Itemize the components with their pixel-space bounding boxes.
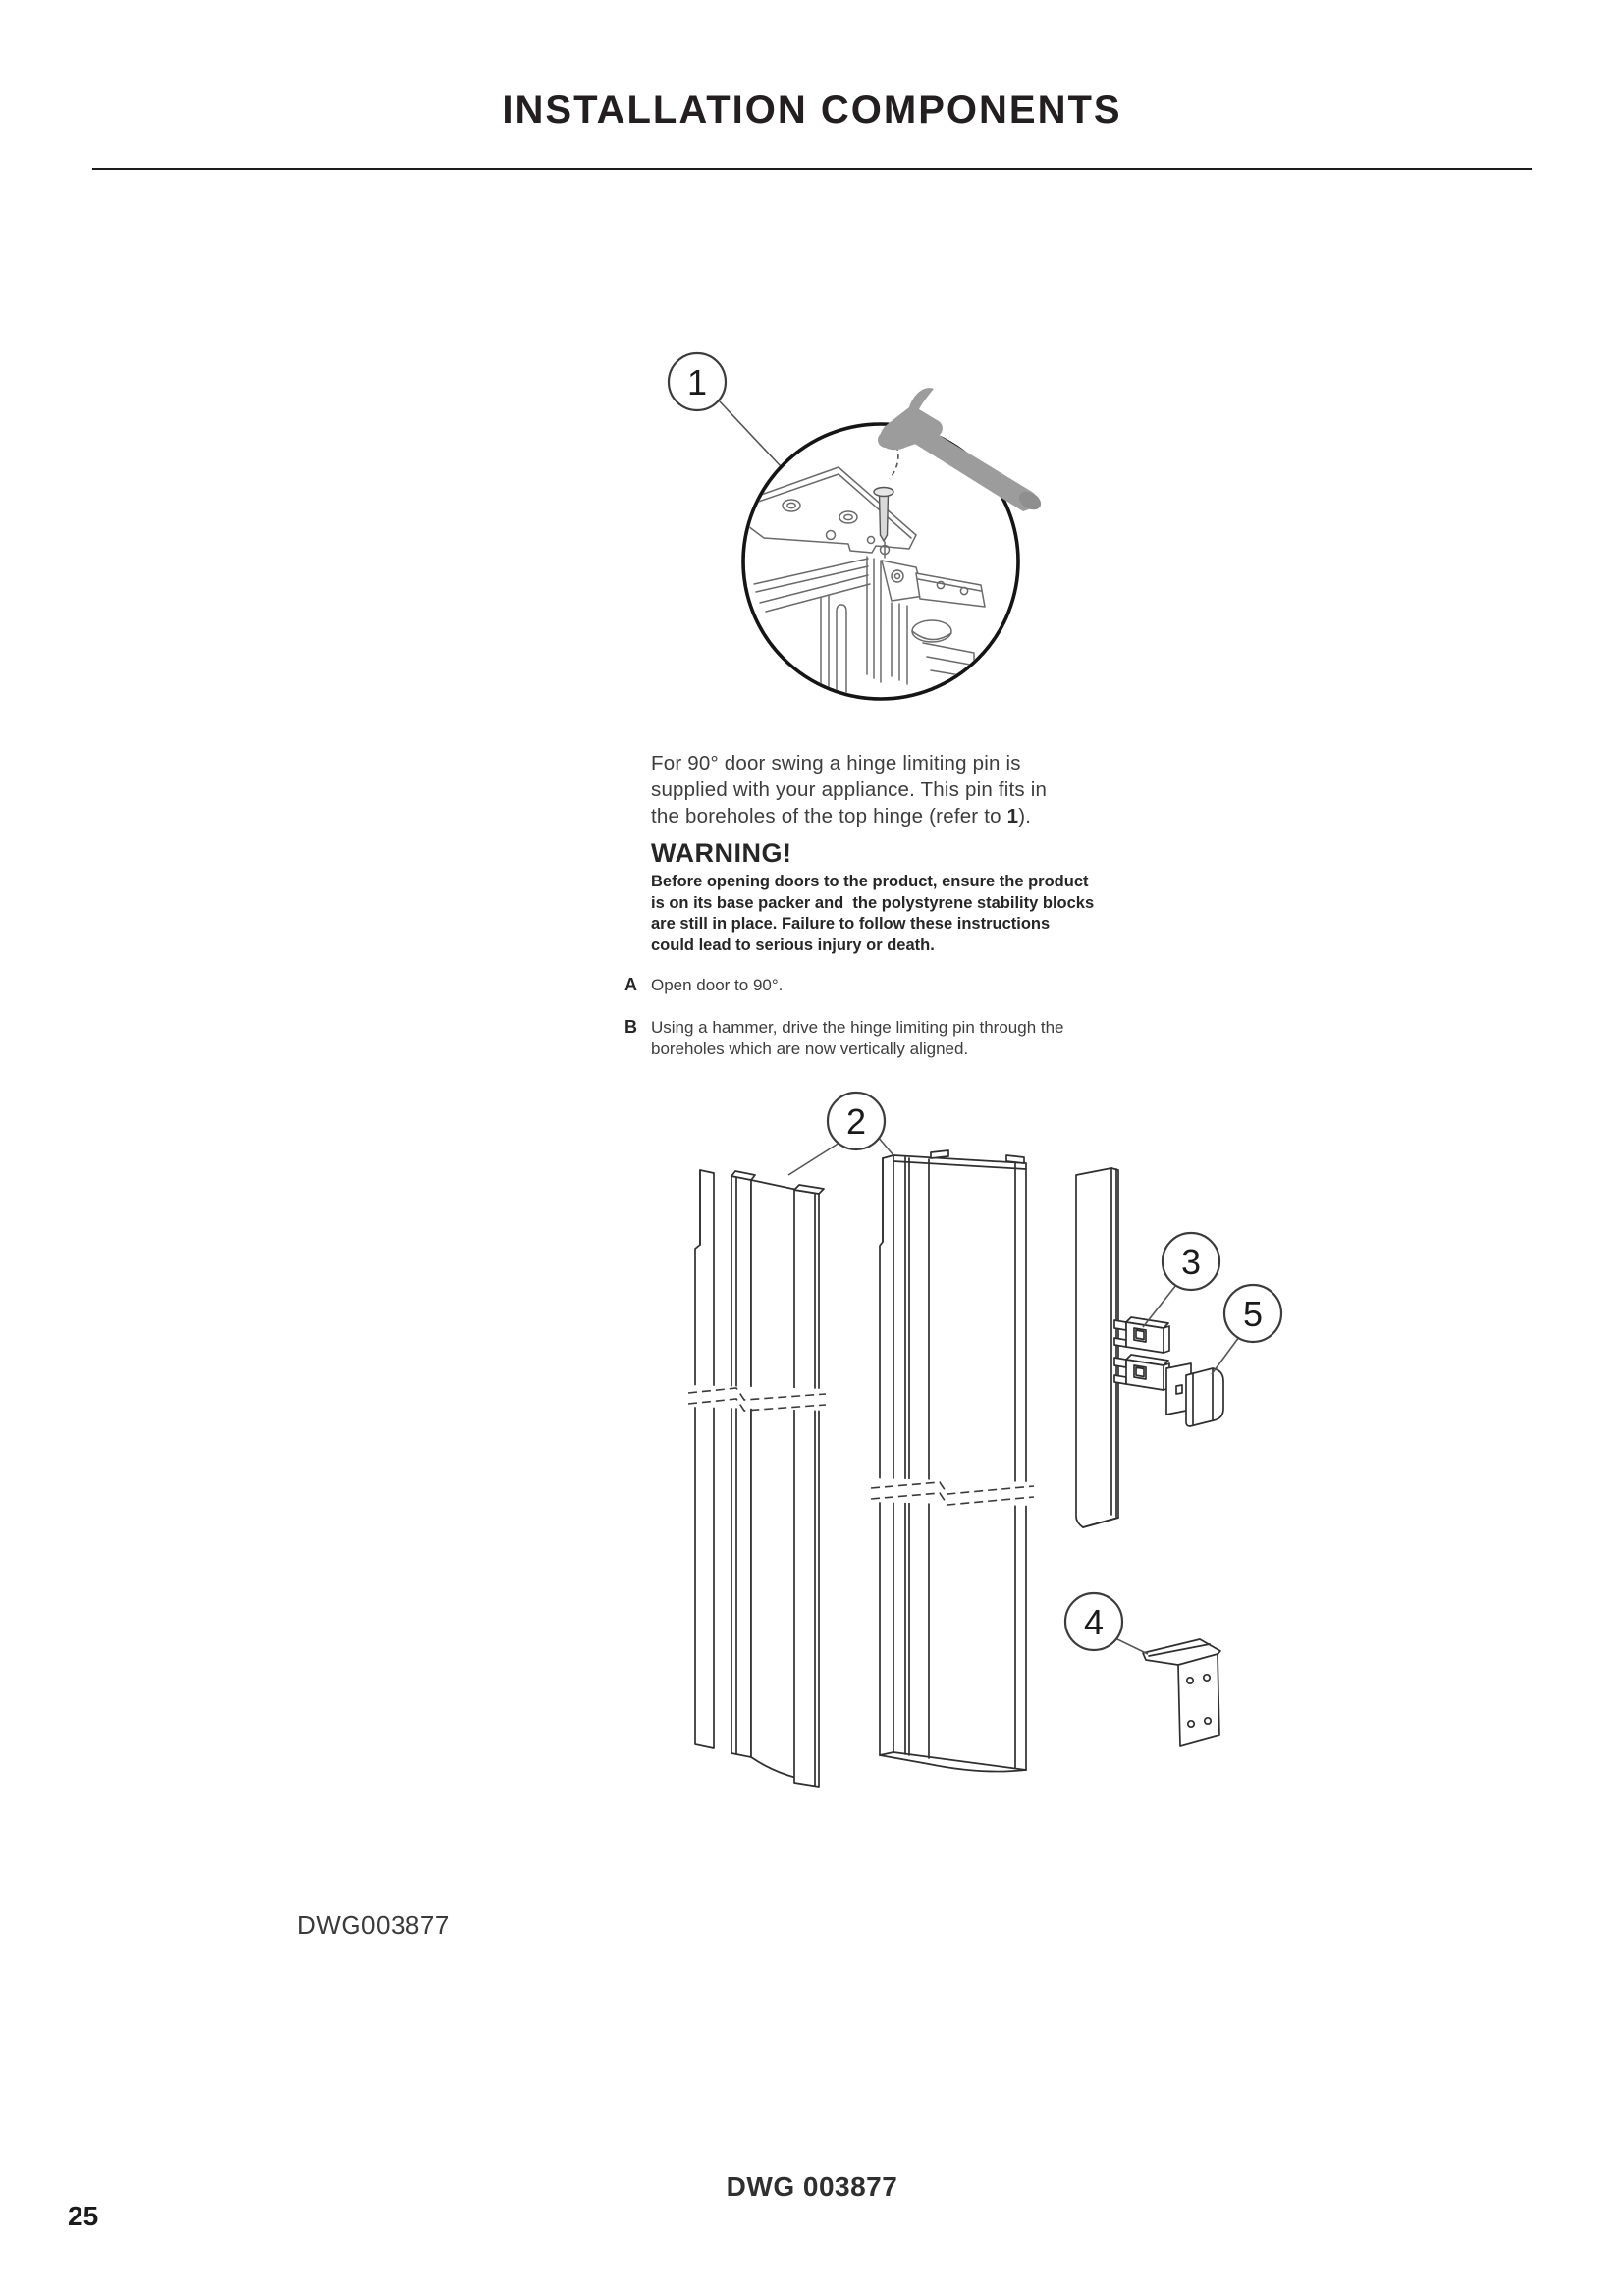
backing-strip [1076,1168,1118,1527]
svg-text:3: 3 [1180,1242,1202,1282]
trim-panel-left [695,1170,824,1787]
callout-4 [1065,1593,1148,1654]
callout-2 [788,1093,893,1175]
intro-paragraph: For 90° door swing a hinge limiting pin is supplied with your appliance. This pin fits in the boreholes of the top hinge (refer to 1). [651,752,1048,828]
l-bracket-part4 [1143,1639,1220,1746]
figure-reference: 1 [1006,805,1019,828]
warning-heading: WARNING! [651,838,792,868]
break-mark-left [686,1385,828,1411]
manual-page: INSTALLATION COMPONENTS 1 For 90° door swing a hinge limiting pin is supplied with your appliance. This pin fits in the boreholes of the top hinge (refer to 1). WARNING! Before opening doors to the product, ensure the product is on its base packer and the polystyrene stability blocks are still in place. Failure to follow these instructions could lead to serious injury or death. A Open door to 90°. B Using a hammer, drive the hinge limiting pin through the boreholes which are now vertically aligned. 2 3 5 4 DWG003877 DWG 003877 25 [0,0,1624,2296]
svg-text:1: 1 [686,362,708,402]
title-rule [92,168,1532,170]
mounting-clip-part3 [1114,1317,1191,1415]
hinge-roller [912,620,951,642]
svg-text:2: 2 [845,1101,867,1142]
cover-cap-part5 [1186,1368,1223,1426]
page-number: 25 [68,2201,99,2231]
trim-panel-middle [880,1150,1026,1772]
svg-text:5: 5 [1242,1294,1264,1334]
callout-5 [1212,1285,1281,1374]
step-a-label: A [624,975,637,994]
callout-1 [669,353,781,466]
break-mark-middle [869,1478,1036,1506]
trim-components-figure [643,1065,1296,1811]
page-title: INSTALLATION COMPONENTS [502,88,1122,132]
warning-body: Before opening doors to the product, ensure the product is on its base packer and the polystyrene stability blocks are still in place. Failure to follow these instructions could lead to serious injury or death. [651,873,1095,954]
footer-drawing-code: DWG 003877 [726,2171,898,2202]
hinge-pin-detail-figure [628,348,1100,771]
svg-text:4: 4 [1083,1602,1105,1642]
drawing-number-label: DWG003877 [298,1910,450,1940]
callout-3 [1143,1233,1219,1327]
step-b-label: B [624,1017,637,1037]
